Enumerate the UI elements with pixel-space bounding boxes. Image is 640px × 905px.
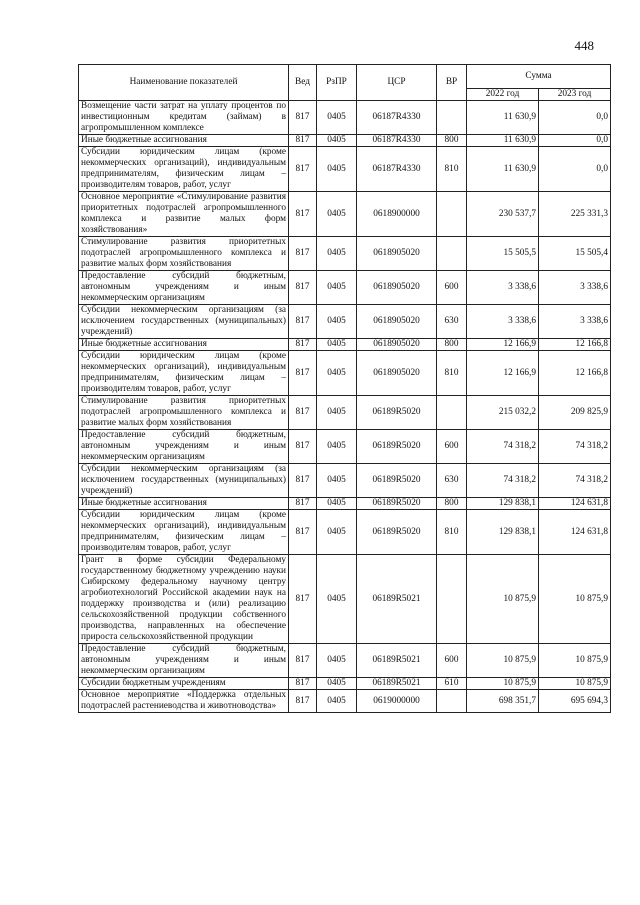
col-header-ved: Вед — [289, 65, 317, 101]
cell-ved: 817 — [289, 678, 317, 690]
cell-name: Субсидии некоммерческим организациям (за исключением государственных (муниципальных) учреждений) — [79, 464, 289, 498]
cell-rzpr: 0405 — [317, 237, 357, 271]
cell-csr: 06189R5021 — [357, 644, 437, 678]
cell-sum-2023: 209 825,9 — [539, 396, 611, 430]
cell-csr: 0618905020 — [357, 351, 437, 396]
cell-rzpr: 0405 — [317, 147, 357, 192]
cell-name: Предоставление субсидий бюджетным, автономным учреждениям и иным некоммерческим организациям — [79, 430, 289, 464]
cell-name: Иные бюджетные ассигнования — [79, 339, 289, 351]
table-body — [79, 101, 611, 713]
cell-ved: 817 — [289, 271, 317, 305]
cell-name: Предоставление субсидий бюджетным, автономным учреждениям и иным некоммерческим организациям — [79, 644, 289, 678]
cell-vr: 630 — [437, 464, 467, 498]
cell-ved: 817 — [289, 101, 317, 135]
cell-sum-2023: 12 166,8 — [539, 339, 611, 351]
cell-ved: 817 — [289, 339, 317, 351]
cell-ved: 817 — [289, 644, 317, 678]
cell-name: Иные бюджетные ассигнования — [79, 498, 289, 510]
cell-sum-2023: 124 631,8 — [539, 498, 611, 510]
cell-csr: 0618905020 — [357, 271, 437, 305]
table-row — [79, 101, 611, 135]
table-row — [79, 351, 611, 396]
cell-ved: 817 — [289, 555, 317, 644]
table-row — [79, 135, 611, 147]
cell-rzpr: 0405 — [317, 135, 357, 147]
cell-vr: 800 — [437, 135, 467, 147]
cell-ved: 817 — [289, 430, 317, 464]
cell-vr — [437, 690, 467, 713]
table-row — [79, 396, 611, 430]
table-row — [79, 464, 611, 498]
cell-vr — [437, 237, 467, 271]
cell-rzpr: 0405 — [317, 305, 357, 339]
cell-sum-2023: 124 631,8 — [539, 510, 611, 555]
cell-name: Субсидии юридическим лицам (кроме некоммерческих организаций), индивидуальным предпринимателям, физическим лицам – производителям товаров, работ, услуг — [79, 351, 289, 396]
table-row — [79, 339, 611, 351]
cell-csr: 06189R5020 — [357, 396, 437, 430]
cell-sum-2023: 0,0 — [539, 135, 611, 147]
cell-sum-2023: 695 694,3 — [539, 690, 611, 713]
col-header-rzpr: РзПР — [317, 65, 357, 101]
cell-sum-2023: 0,0 — [539, 147, 611, 192]
cell-sum-2022: 215 032,2 — [467, 396, 539, 430]
cell-rzpr: 0405 — [317, 430, 357, 464]
cell-csr: 06189R5020 — [357, 430, 437, 464]
cell-name: Субсидии юридическим лицам (кроме некоммерческих организаций), индивидуальным предпринимателям, физическим лицам – производителям товаров, работ, услуг — [79, 147, 289, 192]
cell-csr: 06189R5020 — [357, 510, 437, 555]
cell-rzpr: 0405 — [317, 464, 357, 498]
cell-csr: 0619000000 — [357, 690, 437, 713]
cell-ved: 817 — [289, 690, 317, 713]
cell-sum-2022: 129 838,1 — [467, 498, 539, 510]
col-header-name: Наименование показателей — [79, 65, 289, 101]
cell-sum-2022: 12 166,9 — [467, 351, 539, 396]
cell-vr: 600 — [437, 430, 467, 464]
cell-vr — [437, 192, 467, 237]
cell-ved: 817 — [289, 396, 317, 430]
cell-sum-2022: 11 630,9 — [467, 101, 539, 135]
cell-csr: 06187R4330 — [357, 101, 437, 135]
cell-rzpr: 0405 — [317, 192, 357, 237]
cell-name: Стимулирование развития приоритетных подотраслей агропромышленного комплекса и развитие малых форм хозяйствования — [79, 237, 289, 271]
cell-csr: 0618905020 — [357, 237, 437, 271]
col-header-year-2023: 2023 год — [539, 89, 611, 101]
cell-vr: 610 — [437, 678, 467, 690]
cell-vr: 810 — [437, 510, 467, 555]
cell-ved: 817 — [289, 135, 317, 147]
cell-sum-2023: 10 875,9 — [539, 678, 611, 690]
cell-csr: 0618900000 — [357, 192, 437, 237]
cell-vr: 810 — [437, 351, 467, 396]
cell-vr — [437, 101, 467, 135]
table-row — [79, 510, 611, 555]
cell-ved: 817 — [289, 510, 317, 555]
cell-csr: 0618905020 — [357, 339, 437, 351]
table-row — [79, 237, 611, 271]
table-row — [79, 644, 611, 678]
cell-ved: 817 — [289, 498, 317, 510]
cell-ved: 817 — [289, 464, 317, 498]
table-row — [79, 430, 611, 464]
cell-ved: 817 — [289, 192, 317, 237]
cell-vr — [437, 555, 467, 644]
cell-sum-2022: 74 318,2 — [467, 464, 539, 498]
cell-vr: 800 — [437, 498, 467, 510]
cell-csr: 06187R4330 — [357, 147, 437, 192]
table-row — [79, 678, 611, 690]
cell-sum-2022: 11 630,9 — [467, 147, 539, 192]
cell-sum-2022: 129 838,1 — [467, 510, 539, 555]
cell-name: Предоставление субсидий бюджетным, автономным учреждениям и иным некоммерческим организациям — [79, 271, 289, 305]
cell-sum-2023: 3 338,6 — [539, 271, 611, 305]
cell-csr: 06189R5021 — [357, 678, 437, 690]
cell-sum-2022: 3 338,6 — [467, 305, 539, 339]
col-header-sum: Сумма — [467, 65, 611, 89]
cell-name: Основное мероприятие «Поддержка отдельных подотраслей растениеводства и животноводства» — [79, 690, 289, 713]
cell-rzpr: 0405 — [317, 690, 357, 713]
cell-sum-2022: 10 875,9 — [467, 555, 539, 644]
cell-vr: 600 — [437, 271, 467, 305]
cell-name: Стимулирование развития приоритетных подотраслей агропромышленного комплекса и развитие малых форм хозяйствования — [79, 396, 289, 430]
cell-csr: 06187R4330 — [357, 135, 437, 147]
cell-csr: 06189R5020 — [357, 464, 437, 498]
col-header-csr: ЦСР — [357, 65, 437, 101]
table-row — [79, 147, 611, 192]
cell-ved: 817 — [289, 305, 317, 339]
table-row — [79, 555, 611, 644]
cell-sum-2023: 225 331,3 — [539, 192, 611, 237]
cell-rzpr: 0405 — [317, 498, 357, 510]
table-row — [79, 305, 611, 339]
cell-sum-2023: 10 875,9 — [539, 644, 611, 678]
table-row — [79, 271, 611, 305]
cell-rzpr: 0405 — [317, 555, 357, 644]
cell-sum-2022: 12 166,9 — [467, 339, 539, 351]
cell-vr: 810 — [437, 147, 467, 192]
cell-rzpr: 0405 — [317, 644, 357, 678]
table-row — [79, 498, 611, 510]
cell-sum-2023: 0,0 — [539, 101, 611, 135]
cell-rzpr: 0405 — [317, 339, 357, 351]
cell-ved: 817 — [289, 147, 317, 192]
cell-vr — [437, 396, 467, 430]
cell-vr: 800 — [437, 339, 467, 351]
cell-rzpr: 0405 — [317, 678, 357, 690]
col-header-year-2022: 2022 год — [467, 89, 539, 101]
cell-rzpr: 0405 — [317, 351, 357, 396]
cell-sum-2023: 10 875,9 — [539, 555, 611, 644]
cell-ved: 817 — [289, 351, 317, 396]
cell-ved: 817 — [289, 237, 317, 271]
cell-rzpr: 0405 — [317, 101, 357, 135]
cell-sum-2022: 230 537,7 — [467, 192, 539, 237]
table-header — [79, 65, 611, 101]
cell-sum-2023: 12 166,8 — [539, 351, 611, 396]
cell-sum-2022: 698 351,7 — [467, 690, 539, 713]
cell-name: Субсидии юридическим лицам (кроме некоммерческих организаций), индивидуальным предпринимателям, физическим лицам – производителям товаров, работ, услуг — [79, 510, 289, 555]
cell-name: Основное мероприятие «Стимулирование развития приоритетных подотраслей агропромышленного комплекса и развитие малых форм хозяйствования» — [79, 192, 289, 237]
cell-rzpr: 0405 — [317, 396, 357, 430]
cell-sum-2023: 3 338,6 — [539, 305, 611, 339]
budget-table — [78, 64, 611, 713]
cell-name: Субсидии некоммерческим организациям (за исключением государственных (муниципальных) учреждений) — [79, 305, 289, 339]
cell-csr: 0618905020 — [357, 305, 437, 339]
cell-rzpr: 0405 — [317, 271, 357, 305]
cell-csr: 06189R5020 — [357, 498, 437, 510]
cell-name: Возмещение части затрат на уплату процентов по инвестиционным кредитам (займам) в агропромышленном комплексе — [79, 101, 289, 135]
cell-rzpr: 0405 — [317, 510, 357, 555]
cell-sum-2022: 10 875,9 — [467, 678, 539, 690]
cell-name: Иные бюджетные ассигнования — [79, 135, 289, 147]
table-row — [79, 192, 611, 237]
col-header-vr: ВР — [437, 65, 467, 101]
cell-sum-2022: 15 505,5 — [467, 237, 539, 271]
cell-sum-2023: 74 318,2 — [539, 430, 611, 464]
cell-vr: 600 — [437, 644, 467, 678]
cell-sum-2023: 74 318,2 — [539, 464, 611, 498]
cell-vr: 630 — [437, 305, 467, 339]
cell-sum-2022: 3 338,6 — [467, 271, 539, 305]
cell-csr: 06189R5021 — [357, 555, 437, 644]
cell-sum-2022: 10 875,9 — [467, 644, 539, 678]
cell-sum-2023: 15 505,4 — [539, 237, 611, 271]
cell-name: Грант в форме субсидии Федеральному государственному бюджетному учреждению науки Сибирскому федеральному научному центру агробиотехнологий Российской академии наук на поддержку производства и (или) реализацию сельскохозяйственной продукции собственного производства, направленных на обеспечение прироста сельскохозяйственной продукции — [79, 555, 289, 644]
cell-sum-2022: 11 630,9 — [467, 135, 539, 147]
table-row — [79, 690, 611, 713]
cell-name: Субсидии бюджетным учреждениям — [79, 678, 289, 690]
page-number: 448 — [574, 38, 594, 53]
cell-sum-2022: 74 318,2 — [467, 430, 539, 464]
